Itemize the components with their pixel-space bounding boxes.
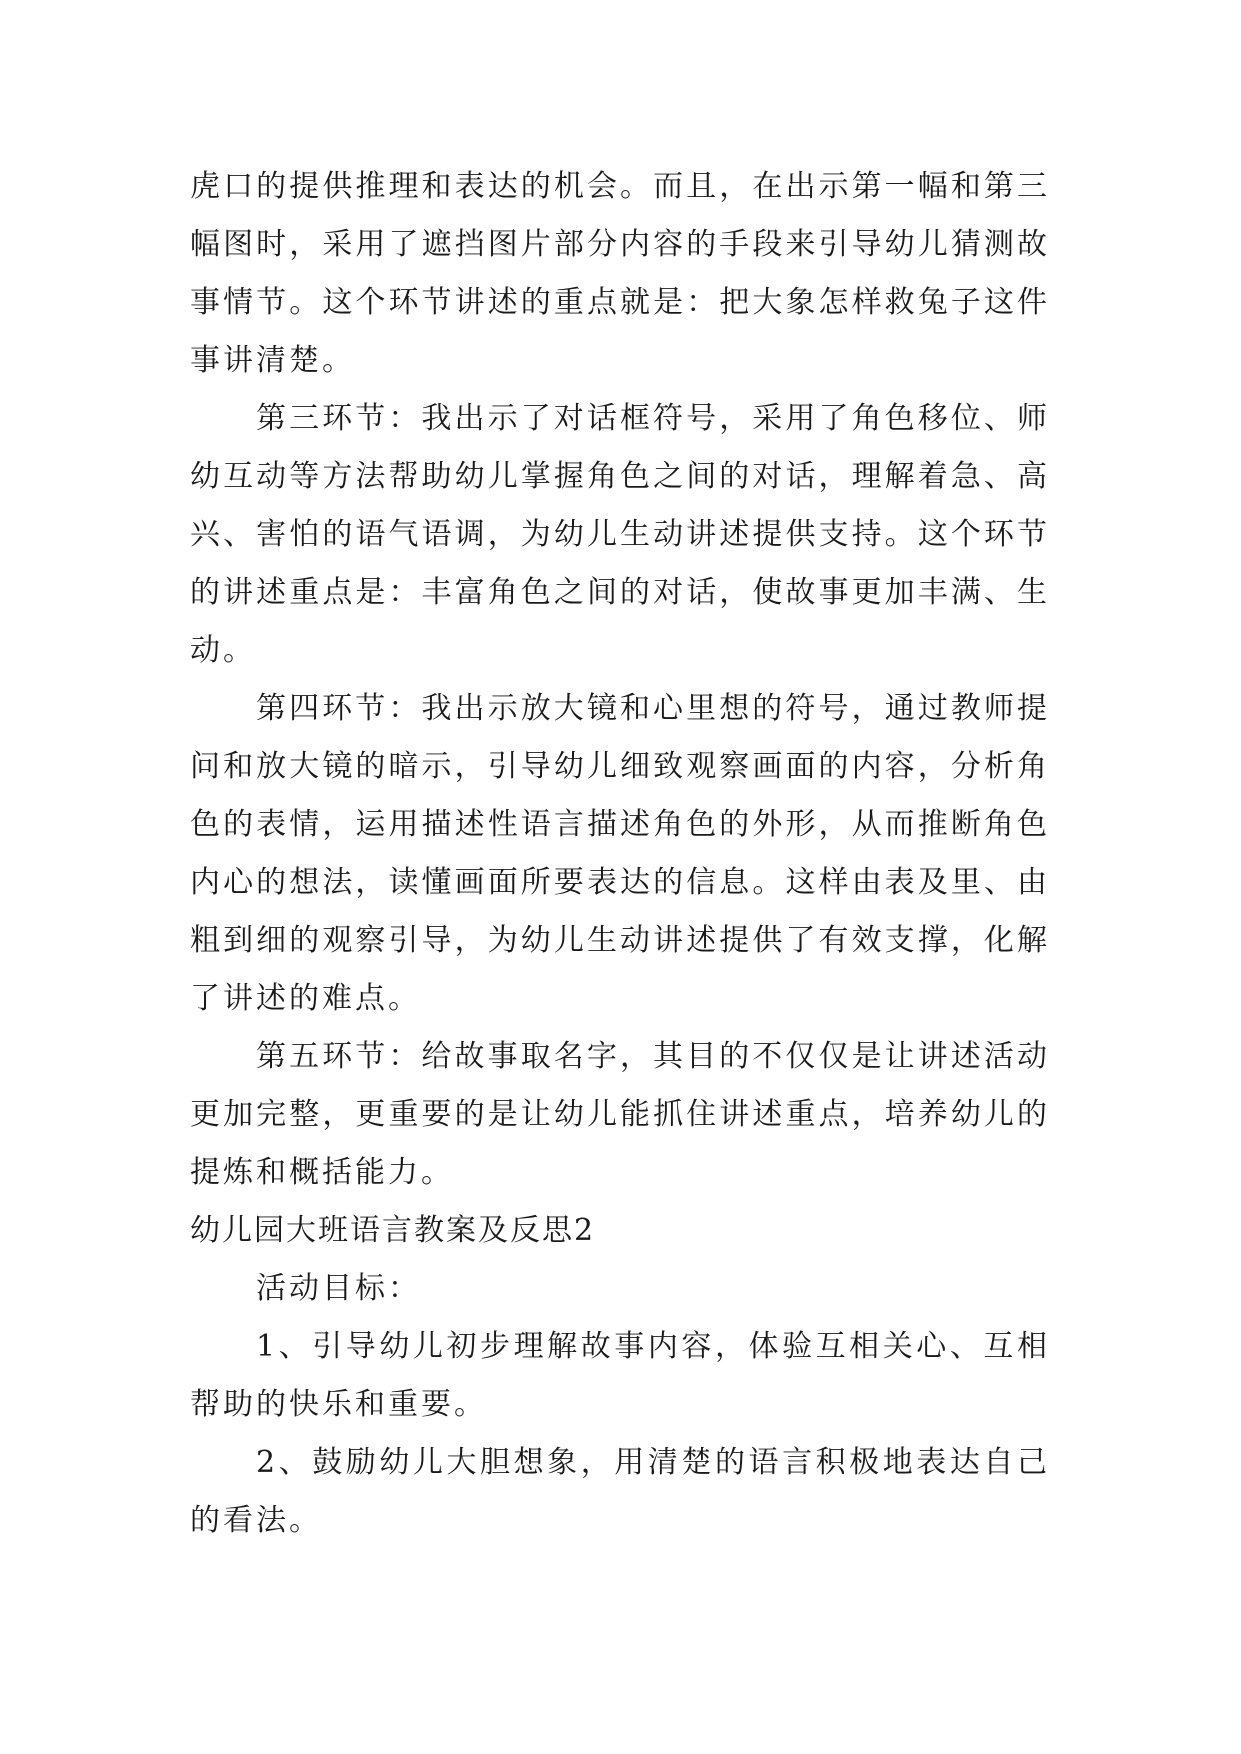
paragraph-section-three: 第三环节：我出示了对话框符号，采用了角色移位、师幼互动等方法帮助幼儿掌握角色之间的对话，理解着急、高兴、害怕的语气语调，为幼儿生动讲述提供支持。这个环节的讲述重点是：丰富角色之间的对话，使故事更加丰满、生动。: [190, 401, 1050, 668]
paragraph-goal-two: 2、鼓励幼儿大胆想象，用清楚的语言积极地表达自己的看法。: [190, 1445, 1050, 1538]
paragraph-section-five: 第五环节：给故事取名字，其目的不仅仅是让讲述活动更加完整，更重要的是让幼儿能抓住讲述重点，培养幼儿的提炼和概括能力。: [190, 1039, 1050, 1190]
paragraph-activity-goals-label: 活动目标：: [256, 1271, 421, 1306]
paragraph-goal-one: 1、引导幼儿初步理解故事内容，体验互相关心、互相帮助的快乐和重要。: [190, 1329, 1050, 1422]
section-heading: 幼儿园大班语言教案及反思2: [190, 1213, 596, 1248]
paragraph-section-four: 第四环节：我出示放大镜和心里想的符号，通过教师提问和放大镜的暗示，引导幼儿细致观察画面的内容，分析角色的表情，运用描述性语言描述角色的外形，从而推断角色内心的想法，读懂画面所要表达的信息。这样由表及里、由粗到细的观察引导，为幼儿生动讲述提供了有效支撑，化解了讲述的难点。: [190, 691, 1050, 1016]
document-body: [190, 158, 1050, 1550]
paragraph-continued: 虎口的提供推理和表达的机会。而且，在出示第一幅和第三幅图时，采用了遮挡图片部分内容的手段来引导幼儿猜测故事情节。这个环节讲述的重点就是：把大象怎样救兔子这件事讲清楚。: [190, 169, 1050, 378]
